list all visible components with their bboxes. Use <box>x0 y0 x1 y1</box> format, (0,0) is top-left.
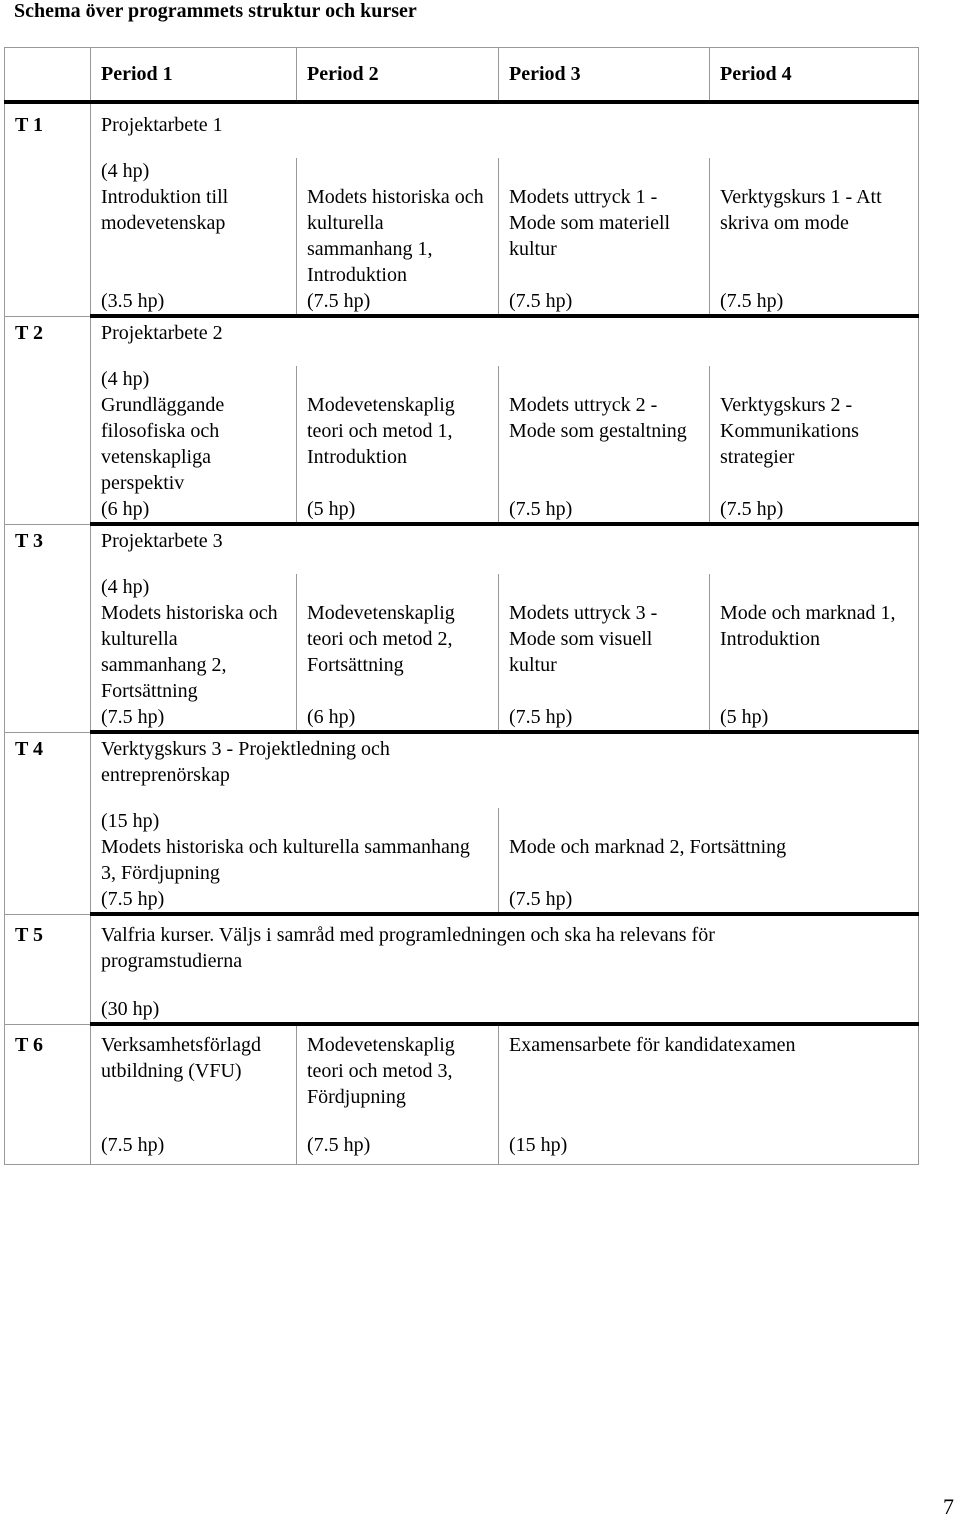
course-name: Mode och marknad 1, Introduktion <box>720 602 896 650</box>
course-row <box>5 366 919 496</box>
term-label: T 1 <box>15 114 43 136</box>
hp-row <box>5 886 919 914</box>
course-hp: (3.5 hp) <box>91 288 297 316</box>
course-name: Modevetenskaplig teori och metod 2, Fortsättning <box>307 602 455 676</box>
course-cell <box>499 158 710 288</box>
course-hp: (7.5 hp) <box>91 886 499 914</box>
course-name: Modets uttryck 2 - Mode som gestaltning <box>509 394 687 442</box>
course-cell <box>499 366 710 496</box>
period-header-1: Period 1 <box>91 48 297 103</box>
term-row-t1 <box>5 104 919 158</box>
project-hp: (30 hp) <box>91 996 919 1024</box>
course-hp: (7.5 hp) <box>710 288 919 316</box>
term-label-cell <box>5 104 91 316</box>
course-cell <box>710 574 919 704</box>
course-cell <box>499 1026 919 1132</box>
course-name: Mode och marknad 2, Fortsättning <box>509 836 787 858</box>
hp-row <box>5 1132 919 1165</box>
term-row-t6 <box>5 1026 919 1132</box>
term-label: T 4 <box>15 738 43 760</box>
term-label-cell <box>5 1026 91 1165</box>
course-name: Verksamhetsförlagd utbildning (VFU) <box>101 1034 261 1082</box>
course-hp: (7.5 hp) <box>499 704 710 732</box>
course-name: Modevetenskaplig teori och metod 1, Introduktion <box>307 394 455 468</box>
project-name: Projektarbete 2 <box>101 322 223 344</box>
course-cell <box>91 158 297 288</box>
course-cell <box>499 808 919 886</box>
course-name: Modets historiska och kulturella sammanhang 2, Fortsättning <box>101 602 278 702</box>
page-number: 7 <box>943 1494 954 1519</box>
course-hp: (5 hp) <box>710 704 919 732</box>
project-hp: (4 hp) <box>101 368 150 390</box>
course-hp: (7.5 hp) <box>297 288 499 316</box>
period-header-3: Period 3 <box>499 48 710 103</box>
project-cell <box>91 318 919 366</box>
term-label-cell <box>5 734 91 914</box>
page-title: Schema över programmets struktur och kurser <box>14 0 417 22</box>
course-hp: (6 hp) <box>297 704 499 732</box>
course-hp: (7.5 hp) <box>91 1132 297 1165</box>
course-hp: (7.5 hp) <box>710 496 919 524</box>
course-hp: (5 hp) <box>297 496 499 524</box>
course-name: Modets historiska och kulturella sammanhang 1, Introduktion <box>307 186 484 286</box>
course-hp: (7.5 hp) <box>91 704 297 732</box>
term-label: T 5 <box>15 924 43 946</box>
term-label-cell <box>5 916 91 1024</box>
course-schedule-table <box>4 47 919 1165</box>
project-hp: (4 hp) <box>101 160 150 182</box>
course-name: Grundläggande filosofiska och vetenskapliga perspektiv <box>101 394 225 494</box>
period-header-row <box>5 48 919 103</box>
project-name: Verktygskurs 3 - Projektledning och entreprenörskap <box>101 738 390 786</box>
period-header-4: Period 4 <box>710 48 919 103</box>
course-hp: (7.5 hp) <box>297 1132 499 1165</box>
project-cell <box>91 104 919 158</box>
hp-row <box>5 496 919 524</box>
course-hp: (7.5 hp) <box>499 886 919 914</box>
project-hp: (15 hp) <box>101 810 160 832</box>
course-hp: (7.5 hp) <box>499 496 710 524</box>
project-name: Valfria kurser. Väljs i samråd med programledningen och ska ha relevans för programstudierna <box>101 924 715 972</box>
term-label: T 3 <box>15 530 43 552</box>
term-label: T 6 <box>15 1034 43 1056</box>
course-row <box>5 574 919 704</box>
course-name: Modets uttryck 1 - Mode som materiell kultur <box>509 186 671 260</box>
course-name: Examensarbete för kandidatexamen <box>509 1034 796 1056</box>
term-label-cell <box>5 526 91 732</box>
hp-row <box>5 704 919 732</box>
term-label-cell <box>5 318 91 524</box>
term-row-t4 <box>5 734 919 808</box>
course-name: Introduktion till modevetenskap <box>101 186 229 234</box>
course-cell <box>499 574 710 704</box>
course-name: Verktygskurs 1 - Att skriva om mode <box>720 186 882 234</box>
project-name: Projektarbete 1 <box>101 114 223 136</box>
hp-row <box>5 288 919 316</box>
term-row-t2 <box>5 318 919 366</box>
course-name: Verktygskurs 2 - Kommunikations strategier <box>720 394 859 468</box>
term-row-t3 <box>5 526 919 574</box>
course-cell <box>91 1026 297 1132</box>
course-hp: (15 hp) <box>499 1132 919 1165</box>
term-label: T 2 <box>15 322 43 344</box>
course-cell <box>297 366 499 496</box>
project-cell <box>91 526 919 574</box>
course-cell <box>91 366 297 496</box>
course-cell <box>297 574 499 704</box>
course-cell <box>710 158 919 288</box>
course-cell <box>297 158 499 288</box>
hp-row <box>5 996 919 1024</box>
project-hp: (4 hp) <box>101 576 150 598</box>
course-cell <box>91 808 499 886</box>
term-row-t5 <box>5 916 919 996</box>
project-cell <box>91 916 919 996</box>
course-row <box>5 808 919 886</box>
course-hp: (7.5 hp) <box>499 288 710 316</box>
period-header-2: Period 2 <box>297 48 499 103</box>
course-name: Modets historiska och kulturella sammanhang 3, Fördjupning <box>101 836 470 884</box>
course-name: Modevetenskaplig teori och metod 3, Fördjupning <box>307 1034 455 1108</box>
course-hp: (6 hp) <box>91 496 297 524</box>
project-cell <box>91 734 919 808</box>
project-name: Projektarbete 3 <box>101 530 223 552</box>
course-name: Modets uttryck 3 - Mode som visuell kultur <box>509 602 658 676</box>
course-cell <box>297 1026 499 1132</box>
course-cell <box>710 366 919 496</box>
course-row <box>5 158 919 288</box>
header-corner <box>5 48 91 103</box>
course-cell <box>91 574 297 704</box>
